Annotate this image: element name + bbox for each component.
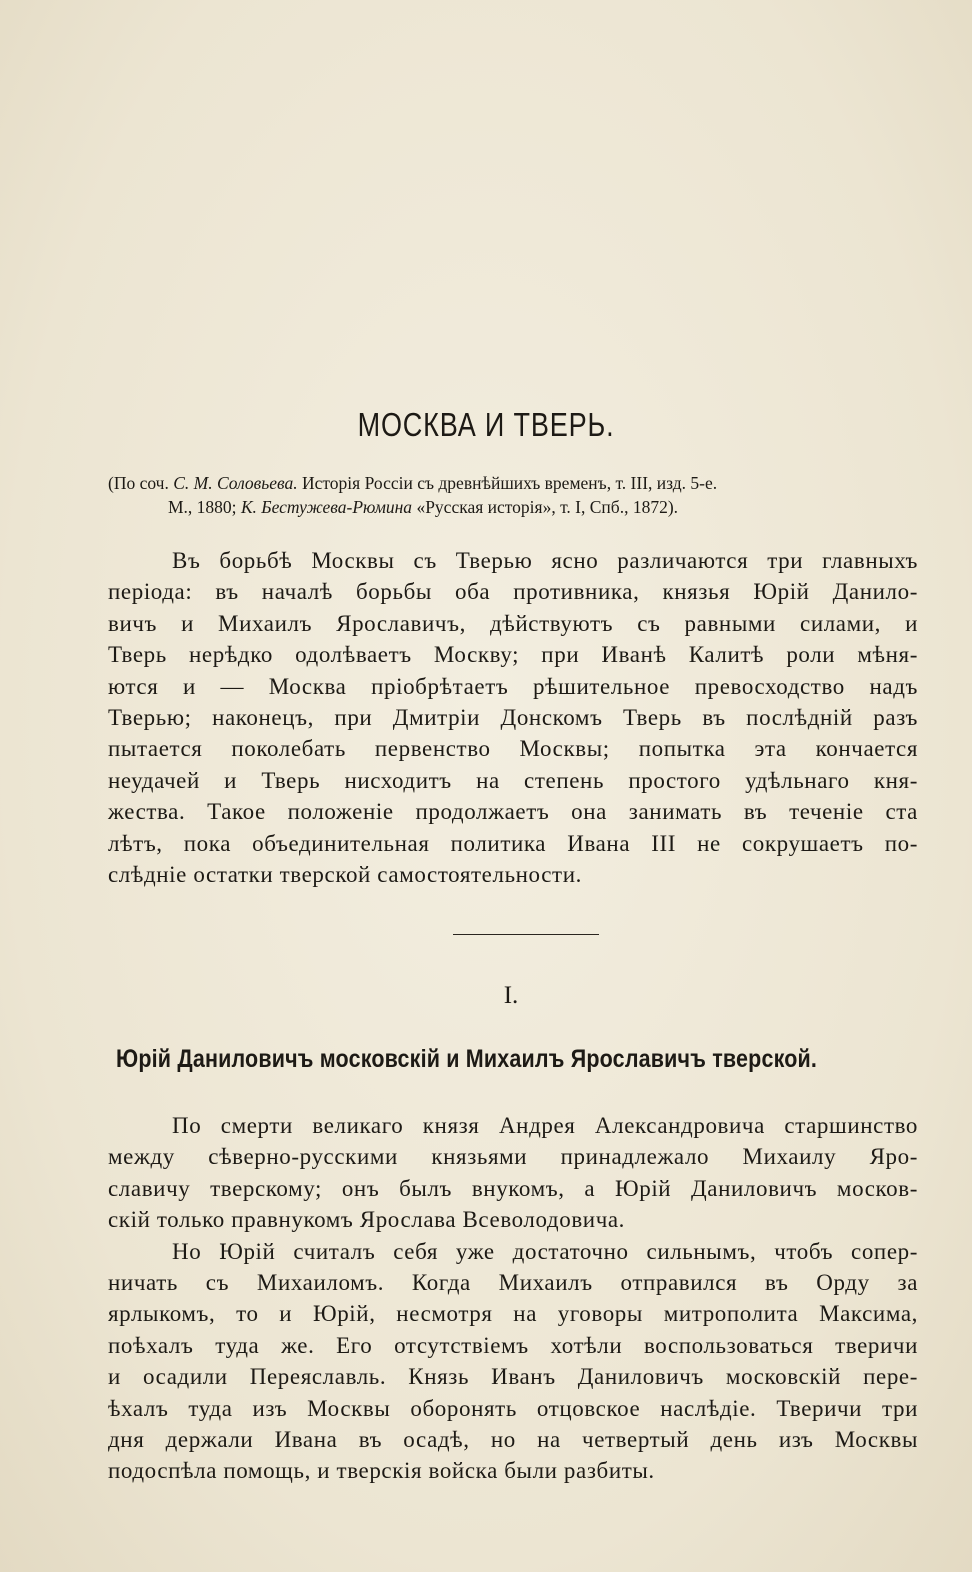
- text-line: лѣтъ, пока объединительная политика Ивана III не сокрушаетъ по-: [108, 830, 918, 856]
- text-line: По смерти великаго князя Андрея Александровича старшинство: [172, 1113, 918, 1138]
- section-divider: [453, 934, 599, 935]
- citation-author: К. Бестужева-Рюмина: [240, 497, 413, 517]
- text-line: слѣдніе остатки тверской самостоятельности.: [108, 862, 582, 888]
- text-line: пытается поколебать первенство Москвы; попытка эта кончается: [108, 736, 918, 762]
- text-line: ются и — Москва пріобрѣтаетъ рѣшительное превосходство надъ: [108, 673, 918, 699]
- text-line: Но Юрій считалъ себя уже достаточно сильнымъ, чтобъ сопер-: [172, 1238, 918, 1264]
- citation-line-2: [108, 495, 918, 519]
- text-line: подоспѣла помощь, и тверскія войска были разбиты.: [108, 1458, 655, 1484]
- page-title: МОСКВА И ТВЕРЬ.: [357, 406, 615, 443]
- text-line: скій только правнукомъ Ярослава Всеволодовича.: [108, 1207, 626, 1233]
- intro-paragraph: [108, 545, 918, 890]
- citation-text: М., 1880;: [168, 497, 241, 517]
- text-line: жества. Такое положеніе продолжаетъ она занимать въ теченіе ста: [108, 799, 918, 825]
- text-line: славичу тверскому; онъ былъ внукомъ, а Юрій Даниловичъ москов-: [108, 1175, 918, 1201]
- text-line: вичъ и Михаилъ Ярославичъ, дѣйствуютъ съ равными силами, и: [108, 610, 918, 636]
- text-line: Въ борьбѣ Москвы съ Тверью ясно различаются три главныхъ: [172, 548, 918, 573]
- source-citation: [108, 471, 918, 519]
- text-line: поѣхалъ туда же. Его отсутствіемъ хотѣли воспользоваться тверичи: [108, 1332, 918, 1358]
- section-numeral: I.: [503, 982, 519, 1009]
- citation-text: (По соч.: [108, 473, 174, 493]
- text-line: ярлыкомъ, то и Юрій, несмотря на уговоры митрополита Максима,: [108, 1301, 918, 1327]
- text-line: ѣхалъ туда изъ Москвы оборонять отцовское наслѣдіе. Тверичи три: [108, 1395, 918, 1421]
- citation-author: С. М. Соловьева.: [173, 473, 298, 493]
- text-line: періода: въ началѣ борьбы оба противника, князья Юрій Данило-: [108, 579, 918, 605]
- citation-text: «Русская исторія», т. I, Спб., 1872).: [412, 497, 679, 517]
- text-line: Тверь нерѣдко одолѣваетъ Москву; при Иванѣ Калитѣ роли мѣня-: [108, 642, 918, 668]
- body-paragraphs: [108, 1110, 918, 1487]
- text-line: Тверью; наконецъ, при Дмитріи Донскомъ Тверь въ послѣдній разъ: [108, 705, 918, 731]
- text-line: неудачей и Тверь нисходитъ на степень простого удѣльнаго кня-: [108, 767, 918, 793]
- text-line: дня держали Ивана въ осадѣ, но на четвертый день изъ Москвы: [108, 1427, 918, 1453]
- text-line: между сѣверно-русскими князьями принадлежало Михаилу Яро-: [108, 1144, 918, 1170]
- text-line: и осадили Переяславль. Князь Иванъ Даниловичъ московскій пере-: [108, 1364, 918, 1390]
- chapter-heading: Юрій Даниловичъ московскій и Михаилъ Ярославичъ тверской.: [116, 1045, 818, 1073]
- citation-text: Исторія Россіи съ древнѣйшихъ временъ, т. III, изд. 5-е.: [297, 473, 718, 493]
- text-line: ничать съ Михаиломъ. Когда Михаилъ отправился въ Орду за: [108, 1270, 918, 1296]
